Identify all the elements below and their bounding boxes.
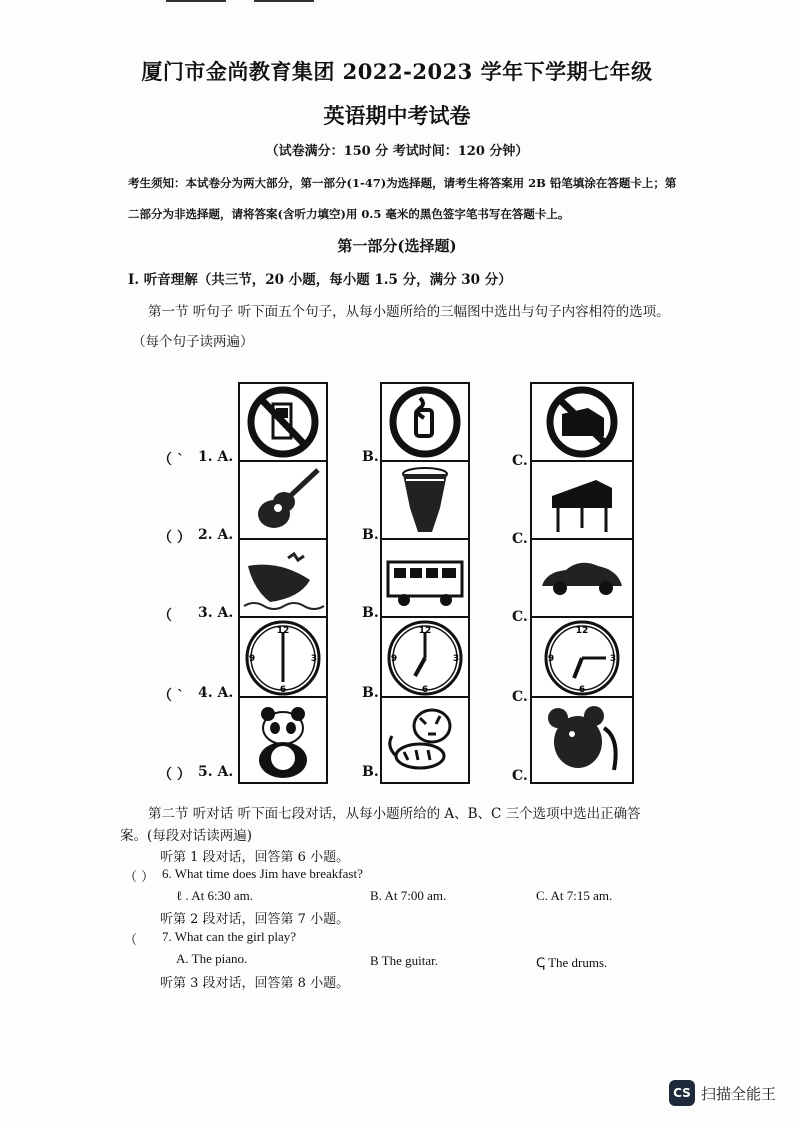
- svg-text:12: 12: [575, 626, 589, 636]
- answer-paren[interactable]: （ ）: [158, 530, 191, 546]
- clock-715-icon: [532, 616, 632, 698]
- svg-text:12: 12: [418, 626, 432, 636]
- option-c-label: C.: [512, 531, 528, 547]
- koala-icon: [532, 696, 632, 782]
- notes-line-1: 考生须知：本试卷分为两大部分，第一部分(1-47)为选择题，请考生将答案用 2B 铅笔填涂在答题卡上；第: [128, 176, 677, 190]
- q6-option-b[interactable]: B. At 7:00 am.: [370, 888, 447, 903]
- guitar-icon: [240, 460, 326, 540]
- svg-text:3: 3: [310, 654, 318, 664]
- question-label: 1. A.: [198, 449, 234, 465]
- picture-column-b: [380, 382, 470, 784]
- answer-paren[interactable]: （ `: [158, 452, 184, 468]
- q7-option-a[interactable]: A. The piano.: [176, 951, 248, 966]
- svg-text:6: 6: [578, 685, 586, 695]
- notes-line-2: 二部分为非选择题，请将答案(含听力填空)用 0.5 毫米的黑色签字笔书写在答题卡上。: [128, 207, 570, 221]
- svg-text:9: 9: [390, 654, 398, 664]
- q7-question: 7. What can the girl play?: [162, 929, 297, 944]
- q6-option-c[interactable]: C. At 7:15 am.: [536, 888, 613, 903]
- q6-answer-paren[interactable]: （ ）: [124, 870, 155, 885]
- svg-text:3: 3: [452, 654, 460, 664]
- no-smoking-icon: [382, 384, 468, 460]
- answer-paren[interactable]: （ ）: [158, 767, 191, 783]
- dialog1-prompt: 听第 1 段对话，回答第 6 小题。: [160, 850, 350, 865]
- section2-instruction-1: 第二节 听对话 听下面七段对话，从每小题所给的 A、B、C 三个选项中选出正确答: [148, 806, 641, 822]
- bus-icon: [382, 538, 468, 618]
- panda-icon: [240, 696, 326, 782]
- scan-mark: [166, 0, 226, 2]
- scan-mark: [254, 0, 314, 2]
- option-b-label: B.: [362, 764, 379, 780]
- car-icon: [532, 538, 632, 618]
- svg-text:6: 6: [421, 685, 429, 695]
- option-c-label: C.: [512, 453, 528, 469]
- dialog2-prompt: 听第 2 段对话，回答第 7 小题。: [160, 912, 350, 927]
- exam-subtitle: 英语期中考试卷: [323, 103, 471, 128]
- q7-answer-paren[interactable]: （: [124, 933, 138, 948]
- question-label: 3. A.: [198, 605, 234, 621]
- clock-630-icon: [240, 616, 326, 698]
- svg-text:9: 9: [547, 654, 555, 664]
- drum-icon: [382, 460, 468, 540]
- dialog3-prompt: 听第 3 段对话，回答第 8 小题。: [160, 976, 350, 991]
- svg-text:9: 9: [248, 654, 256, 664]
- picture-column-a: [238, 382, 328, 784]
- exam-info: （试卷满分：150 分 考试时间：120 分钟）: [265, 144, 529, 159]
- section1-instruction: 第一节 听句子 听下面五个句子，从每小题所给的三幅图中选出与句子内容相符的选项。: [148, 304, 670, 320]
- option-b-label: B.: [362, 605, 379, 621]
- part-one-title: 第一部分(选择题): [337, 237, 457, 255]
- option-c-label: C.: [512, 609, 528, 625]
- question-label: 4. A.: [198, 685, 234, 701]
- svg-text:6: 6: [279, 685, 287, 695]
- picture-column-c: [530, 382, 634, 784]
- svg-text:12: 12: [276, 626, 290, 636]
- option-b-label: B.: [362, 527, 379, 543]
- option-c-label: C.: [512, 689, 528, 705]
- option-b-label: B.: [362, 449, 379, 465]
- option-c-label: C.: [512, 768, 528, 784]
- section1-note: （每个句子读两遍）: [132, 334, 254, 350]
- boat-icon: [240, 538, 326, 618]
- answer-paren[interactable]: （ `: [158, 688, 184, 704]
- cs-logo-icon: CS: [669, 1080, 695, 1106]
- no-piano-icon: [532, 384, 632, 460]
- section2-instruction-2: 案。(每段对话读两遍): [120, 828, 253, 844]
- section-heading: I. 听音理解（共三节，20 小题，每小题 1.5 分，满分 30 分）: [128, 272, 512, 288]
- svg-text:3: 3: [609, 654, 617, 664]
- q7-option-b[interactable]: B The guitar.: [370, 953, 439, 968]
- question-label: 2. A.: [198, 527, 234, 543]
- watermark-text: 扫描全能王: [700, 1084, 776, 1103]
- question-label: 5. A.: [198, 764, 234, 780]
- q6-option-a[interactable]: ℓ . At 6:30 am.: [176, 888, 254, 903]
- option-b-label: B.: [362, 685, 379, 701]
- q6-question: 6. What time does Jim have breakfast?: [162, 866, 363, 881]
- piano-icon: [532, 460, 632, 540]
- scanner-watermark: [669, 1080, 776, 1106]
- answer-paren[interactable]: （: [158, 608, 172, 624]
- q7-option-c[interactable]: ↅ The drums.: [536, 955, 608, 970]
- clock-700-icon: [382, 616, 468, 698]
- exam-title: 厦门市金尚教育集团 2022-2023 学年下学期七年级: [141, 59, 653, 84]
- tiger-icon: [382, 696, 468, 782]
- no-phone-icon: [240, 384, 326, 460]
